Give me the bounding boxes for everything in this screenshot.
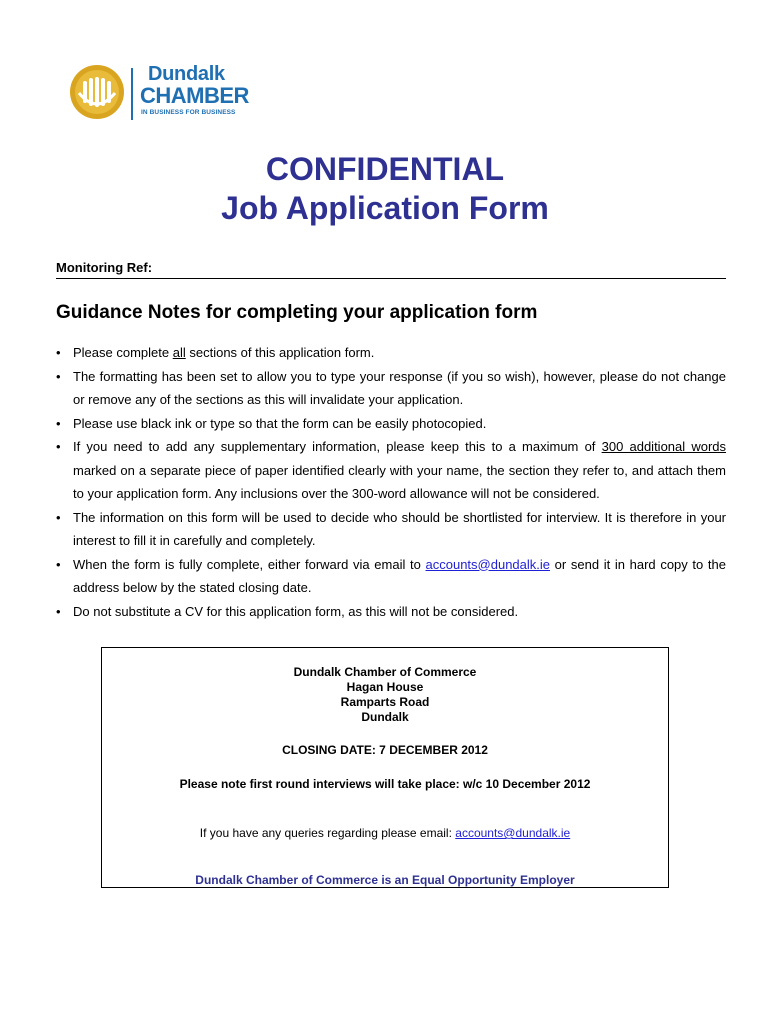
chamber-emblem-icon: [68, 63, 128, 123]
address-line: Ramparts Road: [340, 695, 430, 709]
interview-note: Please note first round interviews will take place: w/c 10 December 2012: [179, 777, 591, 791]
guidance-heading: Guidance Notes for completing your application form: [56, 302, 538, 323]
title-confidential: CONFIDENTIAL: [265, 151, 505, 187]
guidance-bullet: • Do not substitute a CV for this application form, as this will not be considered.: [56, 600, 726, 624]
queries-line: If you have any queries regarding please email: accounts@dundalk.ie: [199, 826, 571, 840]
guidance-bullet: • The information on this form will be used to decide who should be shortlisted for interview. It is therefore in your interest to fill it in carefully and completely.: [56, 506, 726, 553]
queries-email-link[interactable]: accounts@dundalk.ie: [455, 826, 571, 840]
guidance-bullet: • When the form is fully complete, either forward via email to accounts@dundalk.ie or send it in hard copy to the address below by the stated closing date.: [56, 553, 726, 600]
title-job-application-form: Job Application Form: [221, 190, 549, 226]
guidance-list: [56, 341, 726, 623]
address-block: [102, 665, 668, 725]
logo-name-line1: Dundalk: [148, 63, 225, 85]
guidance-bullet: • The formatting has been set to allow you to type your response (if you so wish), however, please do not change or remove any of the sections as this will invalidate your application.: [56, 365, 726, 412]
monitoring-ref-field-line[interactable]: [56, 278, 726, 279]
guidance-bullet: • If you need to add any supplementary information, please keep this to a maximum of 300 additional words marked on a separate piece of paper identified clearly with your name, the section they refer to, and attach them to your application form. Any inclusions over the 300-word allowance will not be considered.: [56, 435, 726, 506]
dundalk-chamber-logo: [68, 63, 258, 123]
underlined-text: 300 additional words: [601, 439, 727, 454]
address-line: Hagan House: [346, 680, 424, 694]
monitoring-ref-label: Monitoring Ref:: [56, 260, 153, 275]
guidance-bullet: • Please complete all sections of this application form.: [56, 341, 726, 365]
email-link[interactable]: accounts@dundalk.ie: [425, 556, 550, 572]
closing-date: CLOSING DATE: 7 DECEMBER 2012: [282, 743, 488, 757]
equal-opportunity-statement: Dundalk Chamber of Commerce is an Equal Opportunity Employer: [195, 873, 575, 887]
logo-name-line2: CHAMBER: [140, 83, 249, 108]
logo-tagline: IN BUSINESS FOR BUSINESS: [141, 109, 236, 116]
logo-divider: [131, 68, 133, 120]
address-line: Dundalk: [361, 710, 409, 724]
contact-box: [101, 647, 669, 888]
address-line: Dundalk Chamber of Commerce: [293, 665, 477, 679]
underlined-text: all: [172, 345, 186, 360]
guidance-bullet: • Please use black ink or type so that the form can be easily photocopied.: [56, 412, 726, 436]
